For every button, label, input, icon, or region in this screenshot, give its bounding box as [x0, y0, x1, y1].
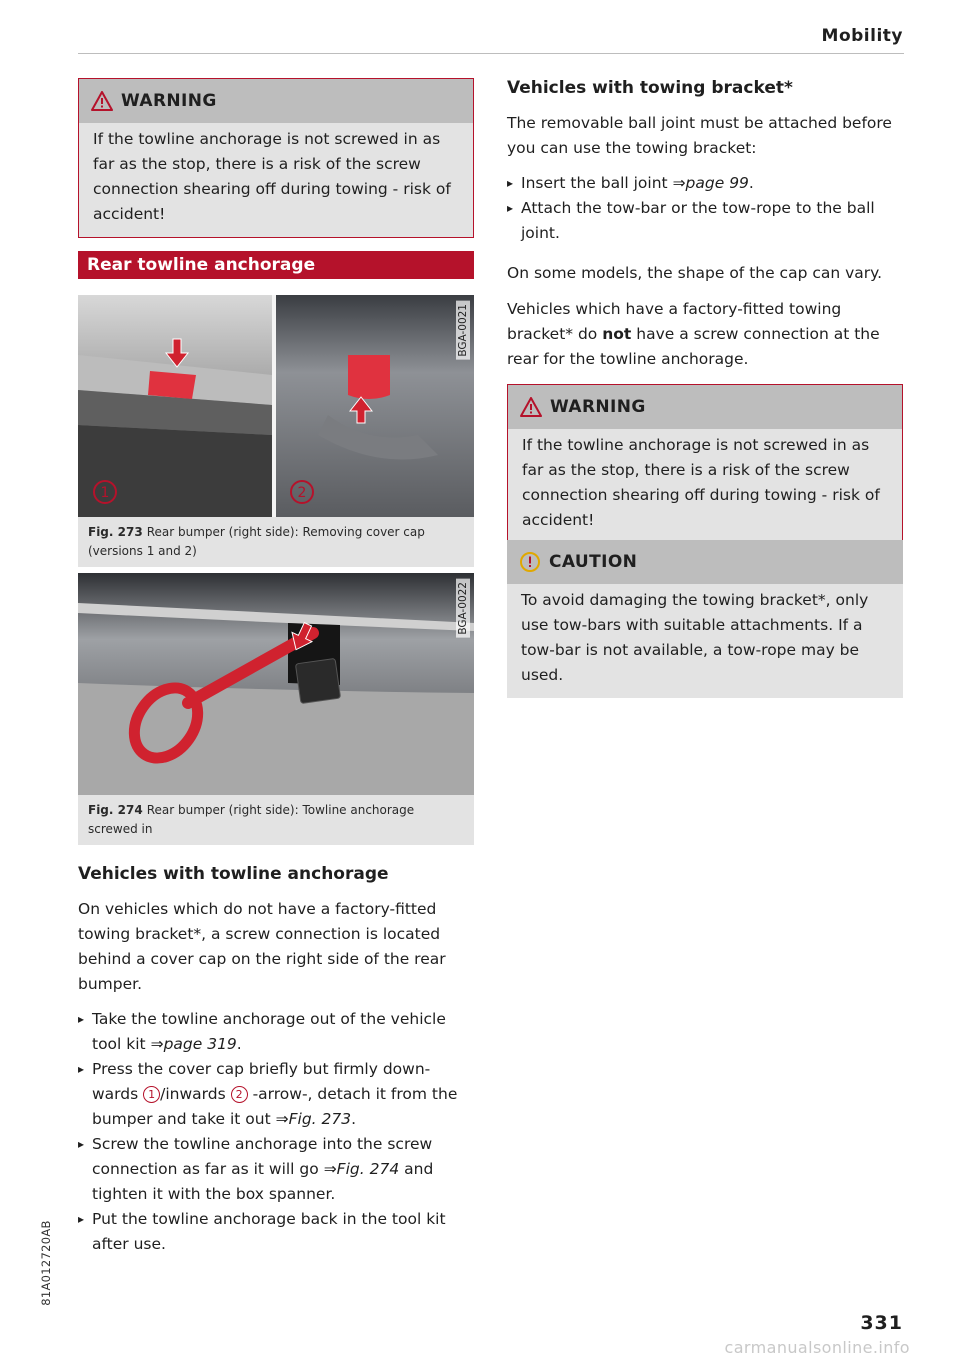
towline-step-1: ▸ Take the towline anchorage out of the vehicle tool kit ⇒page 319. — [78, 1007, 474, 1057]
fig273-marker-2: 2 — [297, 485, 307, 501]
bracket-para-3: Vehicles which have a factory-fitted towing bracket* do not have a screw connection at the rear for the towline anchorage. — [507, 300, 880, 368]
caution-text: To avoid damaging the towing bracket*, only use tow-bars with suitable attachments. If a tow-bar is not available, a tow-rope may be used. — [521, 591, 869, 684]
header-rule — [78, 53, 904, 54]
fig274-code: BGA-0022 — [456, 579, 470, 638]
towline-intro: On vehicles which do not have a factory-fitted towing bracket*, a screw connection is located behind a cover cap on the right side of the rear bumper. — [78, 900, 446, 993]
page-header-title: Mobility — [821, 26, 903, 46]
left-warning-box — [78, 78, 474, 238]
fig274-label: Fig. 274 — [88, 803, 143, 817]
bracket-step-1: ▸ Insert the ball joint ⇒page 99. — [507, 171, 903, 196]
towline-step-3: ▸ Screw the towline anchorage into the screw connection as far as it will go ⇒Fig. 274 and tighten it with the box spanner. — [78, 1132, 474, 1207]
marker-2-badge: 2 — [231, 1086, 248, 1103]
fig-273-link[interactable]: ⇒Fig. 273 — [275, 1110, 352, 1128]
fig-274-link[interactable]: ⇒Fig. 274 — [323, 1160, 400, 1178]
left-warning-title: WARNING — [121, 91, 217, 111]
figure-273 — [78, 295, 474, 567]
page-number: 331 — [860, 1312, 903, 1334]
fig273-label: Fig. 273 — [88, 525, 143, 539]
figure-274 — [78, 573, 474, 845]
figure-273-image — [78, 295, 474, 517]
page-319-link[interactable]: ⇒page 319 — [150, 1035, 237, 1053]
warning-triangle-icon — [520, 397, 542, 417]
bracket-heading: Vehicles with towing bracket* — [507, 78, 793, 98]
towline-heading: Vehicles with towline anchorage — [78, 864, 389, 884]
right-warning-box — [507, 384, 903, 544]
caution-title: CAUTION — [549, 552, 638, 572]
fig274-caption: Rear bumper (right side): Towline anchorage screwed in — [88, 803, 415, 836]
section-title-rear-towline: Rear towline anchorage — [78, 251, 474, 279]
right-warning-text: If the towline anchorage is not screwed in as far as the stop, there is a risk of the screw connection shearing off during towing - risk of accident! — [522, 436, 880, 529]
bracket-intro: The removable ball joint must be attached before you can use the towing bracket: — [507, 114, 892, 157]
bracket-para-2: On some models, the shape of the cap can vary. — [507, 264, 883, 282]
figure-274-image — [78, 573, 474, 795]
bracket-step-2: ▸ Attach the tow-bar or the tow-rope to the ball joint. — [507, 196, 903, 246]
page-99-link[interactable]: ⇒page 99 — [672, 174, 749, 192]
marker-1-badge: 1 — [143, 1086, 160, 1103]
caution-box — [507, 540, 903, 698]
warning-triangle-icon — [91, 91, 113, 111]
caution-circle-icon — [519, 551, 541, 573]
fig273-marker-1: 1 — [100, 485, 110, 501]
document-code: 81A012720AB — [39, 1220, 53, 1306]
fig273-caption: Rear bumper (right side): Removing cover cap (versions 1 and 2) — [88, 525, 425, 558]
towline-step-2: ▸ Press the cover cap briefly but firmly down-wards 1 /inwards 2 -arrow-, detach it from the bumper and take it out ⇒Fig. 273. — [78, 1057, 474, 1132]
watermark-text: carmanualsonline.info — [724, 1338, 910, 1357]
left-warning-text: If the towline anchorage is not screwed in as far as the stop, there is a risk of the screw connection shearing off during towing - risk of accident! — [93, 130, 451, 223]
right-warning-title: WARNING — [550, 397, 646, 417]
towline-step-4: ▸ Put the towline anchorage back in the tool kit after use. — [78, 1207, 474, 1257]
bold-not: not — [602, 325, 632, 343]
fig273-code: BGA-0021 — [456, 301, 470, 360]
